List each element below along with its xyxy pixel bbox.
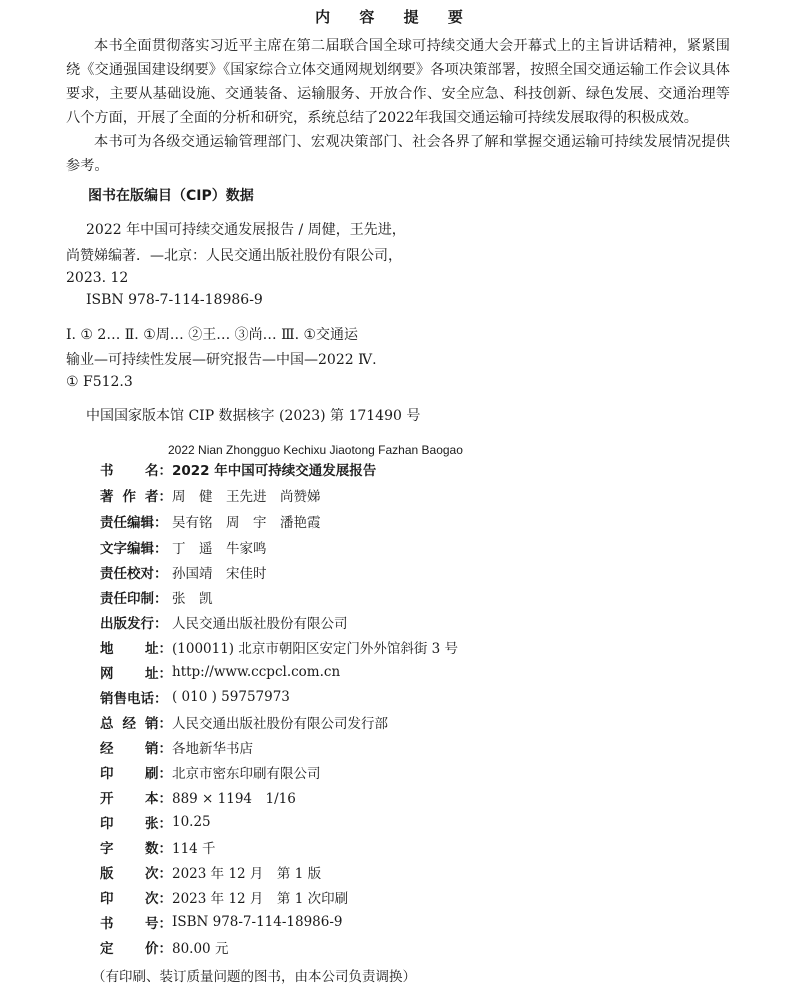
detail-row bbox=[100, 561, 267, 583]
detail-value: 114 千 bbox=[172, 841, 216, 857]
detail-value: ( 010 ) 59757973 bbox=[172, 689, 290, 705]
detail-label-part: 销： bbox=[145, 716, 172, 732]
detail-label bbox=[100, 887, 172, 907]
detail-value: 各地新华书店 bbox=[172, 741, 253, 757]
detail-row bbox=[100, 786, 296, 808]
detail-label-part: 经 bbox=[122, 716, 136, 732]
detail-value: 人民交通出版社股份有限公司 bbox=[172, 616, 348, 632]
detail-value: 张 凯 bbox=[172, 591, 213, 607]
detail-row bbox=[100, 936, 228, 958]
cip-line: 2023. 12 bbox=[66, 270, 129, 286]
detail-label bbox=[100, 787, 172, 807]
detail-value: 2023 年 12 月 第 1 次印刷 bbox=[172, 891, 349, 907]
detail-label-part: 地 bbox=[100, 641, 114, 657]
detail-label bbox=[100, 762, 172, 782]
detail-label bbox=[100, 511, 172, 531]
detail-label bbox=[100, 587, 172, 607]
detail-label-part: 责任校对： bbox=[100, 566, 168, 582]
detail-label-part: 经 bbox=[100, 741, 114, 757]
detail-label-part: 张： bbox=[145, 816, 172, 832]
detail-label bbox=[100, 612, 172, 632]
detail-row bbox=[100, 636, 458, 658]
detail-label bbox=[100, 862, 172, 882]
detail-label bbox=[100, 637, 172, 657]
detail-row bbox=[100, 510, 321, 532]
detail-row bbox=[100, 536, 267, 558]
cip-heading: 图书在版编目（CIP）数据 bbox=[88, 188, 254, 204]
pinyin-title: 2022 Nian Zhongguo Kechixu Jiaotong Fazhan Baogao bbox=[168, 443, 463, 457]
cip-line: Ⅰ. ① 2… Ⅱ. ①周… ②王… ③尚… Ⅲ. ①交通运 bbox=[66, 327, 359, 343]
detail-label-part: 次： bbox=[145, 891, 172, 907]
detail-label-part: 刷： bbox=[145, 766, 172, 782]
detail-label bbox=[100, 912, 172, 932]
cip-line: 尚赞娣编著．—北京：人民交通出版社股份有限公司， bbox=[66, 248, 402, 264]
detail-label-part: 印 bbox=[100, 891, 114, 907]
detail-label-part: 版 bbox=[100, 866, 114, 882]
detail-row bbox=[100, 886, 348, 908]
detail-label bbox=[100, 812, 172, 832]
detail-row bbox=[100, 586, 213, 608]
detail-label-part: 址： bbox=[145, 666, 172, 682]
detail-label-part: 字 bbox=[100, 841, 114, 857]
quality-notice: （有印刷、装订质量问题的图书，由本公司负责调换） bbox=[92, 969, 416, 985]
summary-paragraph-1: 本书全面贯彻落实习近平主席在第二届联合国全球可持续交通大会开幕式上的主旨讲话精神，紧紧围绕《交通强国建设纲要》《国家综合立体交通网规划纲要》各项决策部署，按照全国交通运输工作会议具体要求，主要从基础设施、交通装备、运输服务、开放合作、安全应急、科技创新、绿色发展、交通治理等八个方面，开展了全面的分析和研究，系统总结了2022年我国交通运输可持续发展取得的积极成效。 bbox=[66, 38, 730, 126]
detail-row bbox=[100, 736, 253, 758]
detail-row bbox=[100, 484, 321, 506]
summary-paragraph-2: 本书可为各级交通运输管理部门、宏观决策部门、社会各界了解和掌握交通运输可持续发展情况提供参考。 bbox=[66, 134, 730, 174]
cip-line: 输业—可持续性发展—研究报告—中国—2022 Ⅳ. bbox=[66, 352, 377, 368]
detail-value: (100011) 北京市朝阳区安定门外外馆斜街 3 号 bbox=[172, 641, 459, 657]
detail-label-part: 总 bbox=[100, 716, 114, 732]
detail-label-part: 作 bbox=[122, 489, 136, 505]
detail-label-part: 责任印制： bbox=[100, 591, 168, 607]
detail-label bbox=[100, 837, 172, 857]
detail-label bbox=[100, 485, 172, 505]
detail-value: 丁 遥 牛家鸣 bbox=[172, 541, 267, 557]
detail-label bbox=[100, 737, 172, 757]
detail-label bbox=[100, 687, 172, 707]
detail-value: ISBN 978-7-114-18986-9 bbox=[172, 914, 343, 930]
detail-label bbox=[100, 537, 172, 557]
detail-value: http://www.ccpcl.com.cn bbox=[172, 664, 341, 680]
detail-value: 孙国靖 宋佳时 bbox=[172, 566, 267, 582]
cip-line: ① F512.3 bbox=[66, 374, 133, 390]
detail-label-part: 开 bbox=[100, 791, 114, 807]
detail-label-part: 出版发行： bbox=[100, 616, 168, 632]
detail-label-part: 责任编辑： bbox=[100, 515, 168, 531]
detail-value: 周 健 王先进 尚赞娣 bbox=[172, 489, 321, 505]
cip-line: 2022 年中国可持续交通发展报告 / 周健，王先进， bbox=[86, 222, 406, 238]
detail-label-part: 销售电话： bbox=[100, 691, 168, 707]
detail-row bbox=[100, 661, 340, 683]
detail-label-part: 定 bbox=[100, 941, 114, 957]
detail-label-part: 次： bbox=[145, 866, 172, 882]
detail-label-part: 名： bbox=[145, 463, 172, 479]
detail-label-part: 网 bbox=[100, 666, 114, 682]
detail-row bbox=[100, 611, 348, 633]
detail-value: 北京市密东印刷有限公司 bbox=[172, 766, 321, 782]
detail-label-part: 本： bbox=[145, 791, 172, 807]
detail-row bbox=[100, 458, 376, 480]
detail-label-part: 文字编辑： bbox=[100, 541, 168, 557]
detail-value: 吴有铭 周 宇 潘艳霞 bbox=[172, 515, 321, 531]
detail-row bbox=[100, 761, 321, 783]
detail-value: 10.25 bbox=[172, 814, 211, 830]
detail-label bbox=[100, 459, 172, 479]
detail-value: 889 × 1194 1/16 bbox=[172, 791, 296, 807]
detail-label-part: 址： bbox=[145, 641, 172, 657]
detail-label-part: 书 bbox=[100, 916, 114, 932]
detail-label-part: 销： bbox=[145, 741, 172, 757]
detail-label-part: 印 bbox=[100, 816, 114, 832]
detail-row bbox=[100, 811, 211, 833]
detail-label-part: 价： bbox=[145, 941, 172, 957]
detail-label bbox=[100, 562, 172, 582]
detail-value: 2023 年 12 月 第 1 版 bbox=[172, 866, 322, 882]
detail-value: 人民交通出版社股份有限公司发行部 bbox=[172, 716, 388, 732]
detail-label-part: 著 bbox=[100, 489, 114, 505]
detail-label-part: 者： bbox=[145, 489, 172, 505]
detail-label-part: 号： bbox=[145, 916, 172, 932]
detail-row bbox=[100, 711, 388, 733]
detail-value: 2022 年中国可持续交通发展报告 bbox=[172, 463, 377, 479]
summary-title: 内 容 提 要 bbox=[315, 8, 475, 26]
detail-value: 80.00 元 bbox=[172, 941, 229, 957]
cip-record-number: 中国国家版本馆 CIP 数据核字 (2023) 第 171490 号 bbox=[86, 408, 421, 424]
detail-row bbox=[100, 911, 343, 933]
detail-label bbox=[100, 712, 172, 732]
detail-label-part: 数： bbox=[145, 841, 172, 857]
cip-isbn: ISBN 978-7-114-18986-9 bbox=[86, 292, 263, 308]
detail-label bbox=[100, 937, 172, 957]
detail-label-part: 印 bbox=[100, 766, 114, 782]
detail-label bbox=[100, 662, 172, 682]
detail-row bbox=[100, 861, 321, 883]
detail-row bbox=[100, 836, 216, 858]
detail-row bbox=[100, 686, 290, 708]
detail-label-part: 书 bbox=[100, 463, 114, 479]
